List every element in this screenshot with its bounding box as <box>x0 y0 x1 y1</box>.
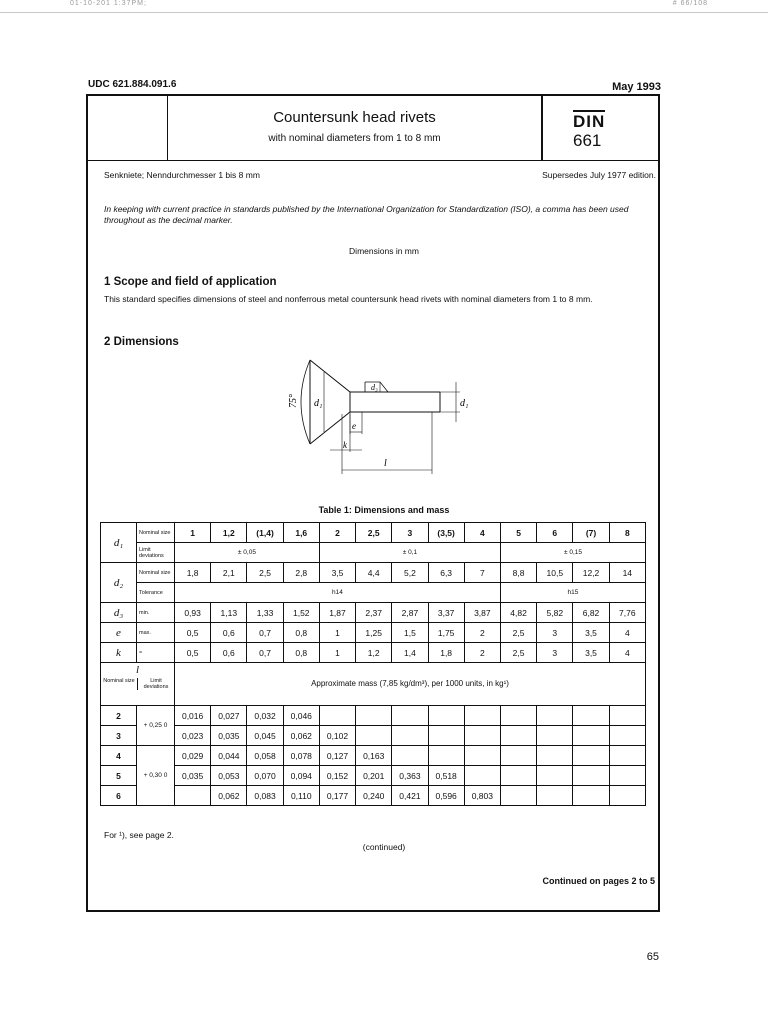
mass-cell <box>356 706 392 726</box>
k-cell: 1,4 <box>392 643 428 663</box>
mass-cell: 0,163 <box>356 746 392 766</box>
footnote: For ¹), see page 2. <box>104 830 174 840</box>
issue-date: May 1993 <box>612 81 661 93</box>
mass-cell: 0,044 <box>211 746 247 766</box>
mass-cell: 0,596 <box>428 786 464 806</box>
din-logo: DIN <box>573 112 606 131</box>
label-l-nominal: Nominal size <box>103 678 135 684</box>
mass-cell <box>609 746 645 766</box>
e-max-cell: 2,5 <box>500 623 536 643</box>
dimensions-table <box>100 522 646 806</box>
table-caption: Table 1: Dimensions and mass <box>318 505 450 515</box>
dimensions-unit-note: Dimensions in mm <box>349 246 419 256</box>
d3-min-cell: 1,87 <box>319 603 355 623</box>
table-row-mass <box>101 766 646 786</box>
k-cell: 1,8 <box>428 643 464 663</box>
label-max: max. <box>137 623 175 643</box>
header-bottom-rule <box>88 160 658 161</box>
d2-label: d₁ <box>314 398 323 409</box>
rivet-drawing <box>280 352 470 482</box>
mass-cell <box>573 746 609 766</box>
mass-cell <box>500 726 536 746</box>
table-row-k <box>101 643 646 663</box>
d2-size-cell: 3,5 <box>319 563 355 583</box>
mass-cell: 0,023 <box>175 726 211 746</box>
k-cell: 2 <box>464 643 500 663</box>
d1-size-cell: (7) <box>573 523 609 543</box>
mass-cell: 0,421 <box>392 786 428 806</box>
d2-size-cell: 5,2 <box>392 563 428 583</box>
mass-cell: 0,029 <box>175 746 211 766</box>
mass-cell <box>500 766 536 786</box>
mass-cell: 0,094 <box>283 766 319 786</box>
d3-label: d₃ <box>371 383 378 392</box>
l-nominal-cell: 2 <box>101 706 137 726</box>
mass-cell <box>573 786 609 806</box>
l-label: l <box>384 458 387 469</box>
label-limit-deviations: Limit deviations <box>137 543 175 563</box>
label-min: min. <box>137 603 175 623</box>
l-nominal-cell: 6 <box>101 786 137 806</box>
mass-cell <box>356 726 392 746</box>
document-subtitle: with nominal diameters from 1 to 8 mm <box>268 133 441 144</box>
e-max-cell: 2 <box>464 623 500 643</box>
mass-cell <box>609 786 645 806</box>
mass-cell <box>464 706 500 726</box>
mass-cell: 0,102 <box>319 726 355 746</box>
mass-cell: 0,518 <box>428 766 464 786</box>
mass-cell: 0,062 <box>211 786 247 806</box>
mass-cell: 0,070 <box>247 766 283 786</box>
header-divider-right <box>541 96 543 160</box>
mass-cell <box>609 766 645 786</box>
mass-cell <box>500 746 536 766</box>
mass-cell <box>319 706 355 726</box>
d3-min-cell: 5,82 <box>537 603 573 623</box>
mass-cell <box>392 706 428 726</box>
d2-size-cell: 2,1 <box>211 563 247 583</box>
d1-size-cell: 4 <box>464 523 500 543</box>
label-tolerance: Tolerance <box>137 583 175 603</box>
d1-deviation-cell: ± 0,05 <box>175 543 320 563</box>
mass-cell: 0,240 <box>356 786 392 806</box>
k-cell: 2,5 <box>500 643 536 663</box>
label-approx: ≈ <box>137 643 175 663</box>
mass-cell <box>464 726 500 746</box>
mass-cell <box>609 706 645 726</box>
d3-min-cell: 1,52 <box>283 603 319 623</box>
d3-min-cell: 6,82 <box>573 603 609 623</box>
e-max-cell: 1,75 <box>428 623 464 643</box>
e-label: e <box>352 421 356 431</box>
k-cell: 1,2 <box>356 643 392 663</box>
mass-cell: 0,078 <box>283 746 319 766</box>
mass-cell: 0,803 <box>464 786 500 806</box>
l-nominal-cell: 3 <box>101 726 137 746</box>
mass-cell: 0,046 <box>283 706 319 726</box>
mass-cell <box>537 746 573 766</box>
e-max-cell: 3,5 <box>573 623 609 643</box>
document-title: Countersunk head rivets <box>273 109 436 126</box>
header-divider-left <box>167 96 168 160</box>
fax-page-counter: # 66/108 <box>672 0 708 7</box>
e-max-cell: 4 <box>609 623 645 643</box>
mass-cell: 0,152 <box>319 766 355 786</box>
supersedes-note: Supersedes July 1977 edition. <box>542 170 656 180</box>
d2-size-cell: 14 <box>609 563 645 583</box>
k-cell: 0,7 <box>247 643 283 663</box>
d1-size-cell: 1,2 <box>211 523 247 543</box>
d3-min-cell: 7,76 <box>609 603 645 623</box>
d1-size-cell: (3,5) <box>428 523 464 543</box>
d1-size-cell: 6 <box>537 523 573 543</box>
label-l-limit: Limit deviations <box>137 678 174 690</box>
mass-heading: Approximate mass (7,85 kg/dm³), per 1000 units, in kg¹) <box>175 663 646 706</box>
d2-size-cell: 10,5 <box>537 563 573 583</box>
d2-size-cell: 7 <box>464 563 500 583</box>
mass-cell <box>537 726 573 746</box>
mass-cell: 0,177 <box>319 786 355 806</box>
d1-size-cell: 2 <box>319 523 355 543</box>
label-nominal-size: Nominal size <box>137 563 175 583</box>
k-cell: 1 <box>319 643 355 663</box>
e-max-cell: 0,5 <box>175 623 211 643</box>
l-deviation-cell: + 0,30 0 <box>137 746 175 806</box>
e-max-cell: 0,8 <box>283 623 319 643</box>
german-title: Senkniete; Nenndurchmesser 1 bis 8 mm <box>104 170 260 180</box>
mass-cell: 0,201 <box>356 766 392 786</box>
d3-min-cell: 3,37 <box>428 603 464 623</box>
symbol-e: e <box>101 623 137 643</box>
section-2-heading: 2 Dimensions <box>104 336 179 348</box>
d1-deviation-cell: ± 0,1 <box>319 543 500 563</box>
e-max-cell: 1 <box>319 623 355 643</box>
mass-cell <box>392 726 428 746</box>
table-row-e-max <box>101 623 646 643</box>
l-nominal-cell: 4 <box>101 746 137 766</box>
mass-cell: 0,058 <box>247 746 283 766</box>
k-cell: 3,5 <box>573 643 609 663</box>
l-header-cell <box>101 663 175 706</box>
k-cell: 0,8 <box>283 643 319 663</box>
d2-size-cell: 2,8 <box>283 563 319 583</box>
mass-cell <box>537 786 573 806</box>
k-cell: 0,5 <box>175 643 211 663</box>
mass-cell: 0,062 <box>283 726 319 746</box>
symbol-k: k <box>101 643 137 663</box>
l-nominal-cell: 5 <box>101 766 137 786</box>
symbol-d2: d₂ <box>101 563 137 603</box>
d2-tolerance-cell: h15 <box>500 583 645 603</box>
din-number: 661 <box>573 131 602 150</box>
mass-cell <box>464 766 500 786</box>
l-deviation-cell: + 0,25 0 <box>137 706 175 746</box>
mass-cell <box>392 746 428 766</box>
d2-tolerance-cell: h14 <box>175 583 501 603</box>
angle-label: 75° <box>288 394 299 408</box>
continued-label: (continued) <box>362 842 406 852</box>
mass-cell: 0,016 <box>175 706 211 726</box>
d3-min-cell: 1,13 <box>211 603 247 623</box>
mass-cell: 0,032 <box>247 706 283 726</box>
table-row-d2-tolerance <box>101 583 646 603</box>
mass-cell: 0,035 <box>175 766 211 786</box>
table-row-d2-size <box>101 563 646 583</box>
d1-size-cell: 1 <box>175 523 211 543</box>
section-1-heading: 1 Scope and field of application <box>104 276 277 288</box>
mass-cell <box>609 726 645 746</box>
mass-cell <box>500 786 536 806</box>
mass-cell <box>500 706 536 726</box>
fax-timestamp: 01-10-201 1:37PM; <box>70 0 147 7</box>
mass-cell: 0,083 <box>247 786 283 806</box>
table-row-d3-min <box>101 603 646 623</box>
d2-size-cell: 4,4 <box>356 563 392 583</box>
d1-size-cell: 5 <box>500 523 536 543</box>
k-cell: 0,6 <box>211 643 247 663</box>
k-label: k <box>343 440 347 450</box>
d1-size-cell: 3 <box>392 523 428 543</box>
d3-min-cell: 3,87 <box>464 603 500 623</box>
e-max-cell: 1,5 <box>392 623 428 643</box>
d2-size-cell: 8,8 <box>500 563 536 583</box>
k-cell: 4 <box>609 643 645 663</box>
table-row-mass <box>101 726 646 746</box>
d1-size-cell: (1,4) <box>247 523 283 543</box>
table-row-d1-deviation <box>101 543 646 563</box>
d3-min-cell: 2,37 <box>356 603 392 623</box>
table-row-d1-size <box>101 523 646 543</box>
symbol-l: l <box>135 664 140 676</box>
d3-min-cell: 1,33 <box>247 603 283 623</box>
label-nominal-size: Nominal size <box>137 523 175 543</box>
fax-header-rule <box>0 12 768 13</box>
mass-cell <box>537 706 573 726</box>
table-row-mass <box>101 786 646 806</box>
mass-cell <box>175 786 211 806</box>
mass-cell <box>573 766 609 786</box>
mass-cell <box>573 706 609 726</box>
mass-cell <box>464 746 500 766</box>
symbol-d1: d₁ <box>101 523 137 563</box>
d2-size-cell: 12,2 <box>573 563 609 583</box>
d1-size-cell: 1,6 <box>283 523 319 543</box>
d1-deviation-cell: ± 0,15 <box>500 543 645 563</box>
table-row-l-header <box>101 663 646 706</box>
d3-min-cell: 2,87 <box>392 603 428 623</box>
e-max-cell: 3 <box>537 623 573 643</box>
d2-size-cell: 1,8 <box>175 563 211 583</box>
udc-code: UDC 621.884.091.6 <box>88 79 177 90</box>
mass-cell: 0,363 <box>392 766 428 786</box>
mass-cell <box>573 726 609 746</box>
continued-pages-note: Continued on pages 2 to 5 <box>542 876 655 886</box>
mass-cell: 0,127 <box>319 746 355 766</box>
page-number: 65 <box>646 951 659 963</box>
table-row-mass <box>101 746 646 766</box>
d1-size-cell: 2,5 <box>356 523 392 543</box>
e-max-cell: 1,25 <box>356 623 392 643</box>
k-cell: 3 <box>537 643 573 663</box>
mass-cell: 0,045 <box>247 726 283 746</box>
mass-cell: 0,110 <box>283 786 319 806</box>
mass-cell: 0,053 <box>211 766 247 786</box>
d3-min-cell: 0,93 <box>175 603 211 623</box>
mass-cell: 0,035 <box>211 726 247 746</box>
section-1-text: This standard specifies dimensions of steel and nonferrous metal countersunk head rivets with nominal diameters from 1 to 8 mm. <box>104 294 593 304</box>
d1-size-cell: 8 <box>609 523 645 543</box>
d2-size-cell: 6,3 <box>428 563 464 583</box>
d1-label: d₁ <box>460 398 469 409</box>
mass-cell <box>428 746 464 766</box>
mass-cell <box>428 706 464 726</box>
d3-min-cell: 4,82 <box>500 603 536 623</box>
mass-cell <box>428 726 464 746</box>
e-max-cell: 0,6 <box>211 623 247 643</box>
mass-cell <box>537 766 573 786</box>
symbol-d3: d₃ <box>101 603 137 623</box>
e-max-cell: 0,7 <box>247 623 283 643</box>
mass-cell: 0,027 <box>211 706 247 726</box>
table-row-mass <box>101 706 646 726</box>
iso-decimal-note: In keeping with current practice in standards published by the International Organization for Standardization (ISO), a comma has been used throughout as the decimal marker. <box>104 204 629 225</box>
d2-size-cell: 2,5 <box>247 563 283 583</box>
